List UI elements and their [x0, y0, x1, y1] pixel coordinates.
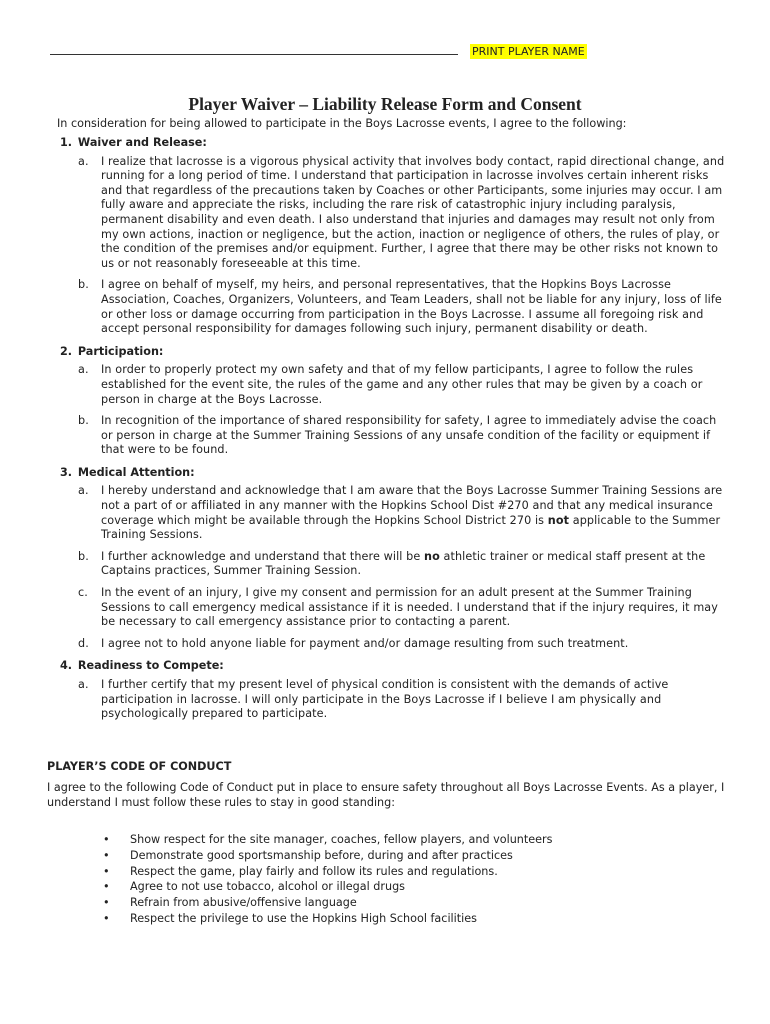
waiver-sections	[60, 136, 730, 730]
bullet-icon: •	[103, 864, 110, 878]
section-item: b. In recognition of the importance of shared responsibility for safety, I agree to immediately advise the coach or person in charge at the Summer Training Sessions of any unsafe condition of the facility or equipment if that were to be found.	[78, 414, 717, 457]
list-item: • Demonstrate good sportsmanship before, during and after practices	[103, 848, 513, 862]
print-player-name-label: PRINT PLAYER NAME	[472, 45, 585, 58]
section-item: a. I realize that lacrosse is a vigorous physical activity that involves body contact, rapid directional change, and running for a long period of time. I understand that participation in lacrosse involves certain inherent risks and that regardless of the precautions taken by Coaches or other Participants, some injuries may occur. I am fully aware and appreciate the risks, including the rare risk of catastrophic injury including paralysis, permanent disability and even death. I also understand that injuries and damages may result not only from my own actions, inaction or negligence, but the action, inaction or negligence of others, the rules of play, or the condition of the premises and/or equipment. Further, I agree that there may be other risks not known to us or not reasonably foreseeable at this time.	[78, 154, 725, 270]
code-of-conduct-text: I agree to the following Code of Conduct put in place to ensure safety throughout all Boys Lacrosse Events. As a player, I understand I must follow these rules to stay in good standing:	[47, 781, 725, 809]
section-item: a. In order to properly protect my own safety and that of my fellow participants, I agree to follow the rules established for the event site, the rules of the game and any other rules that may be given by a coach or person in charge at the Boys Lacrosse.	[78, 363, 703, 406]
form-title: Player Waiver – Liability Release Form and Consent	[188, 94, 582, 114]
bullet-icon: •	[103, 848, 110, 862]
code-of-conduct-rules	[100, 832, 552, 927]
section-item: b. I agree on behalf of myself, my heirs, and personal representatives, that the Hopkins Boys Lacrosse Association, Coaches, Organizers, Volunteers, and Team Leaders, shall not be liable for any injury, loss of life or other loss or damage occurring from participation in the Boys Lacrosse. I assume all foregoing risk and accept personal responsibility for damages following such injury, permanent disability or death.	[78, 278, 722, 336]
code-of-conduct-title: PLAYER’S CODE OF CONDUCT	[47, 760, 232, 773]
bullet-icon: •	[103, 833, 110, 846]
section-item: c. In the event of an injury, I give my consent and permission for an adult present at the Summer Training Sessions to call emergency medical assistance if it is needed. I understand that if the injury requires, it may be necessary to call emergency assistance prior to contacting a parent.	[78, 586, 718, 629]
section-heading: 4. Readiness to Compete:	[60, 659, 224, 673]
list-item: • Agree to not use tobacco, alcohol or illegal drugs	[103, 880, 406, 894]
list-item: • Respect the game, play fairly and follow its rules and regulations.	[103, 864, 498, 878]
section-heading: 3. Medical Attention:	[60, 465, 195, 479]
section-item: b. I further acknowledge and understand that there will be no athletic trainer or medical staff present at the Captains practices, Summer Training Session.	[78, 549, 706, 578]
list-item: • Show respect for the site manager, coaches, fellow players, and volunteers	[103, 833, 553, 846]
player-name-blank[interactable]	[50, 44, 458, 55]
bullet-icon: •	[103, 880, 110, 894]
section-item: a. I hereby understand and acknowledge that I am aware that the Boys Lacrosse Summer Training Sessions are not a part of or affiliated in any manner with the Hopkins School Dist #270 and that any medical insurance coverage which might be available through the Hopkins School District 270 is not applicable to the Summer Training Sessions.	[78, 484, 723, 542]
list-item: • Respect the privilege to use the Hopkins High School facilities	[103, 911, 477, 925]
bullet-icon: •	[103, 896, 110, 910]
player-name-line	[50, 44, 587, 58]
section-item: a. I further certify that my present level of physical condition is consistent with the demands of active participation in lacrosse. I will only participate in the Boys Lacrosse if I believe I am physically and psychologically prepared to participate.	[78, 678, 669, 721]
section-heading: 1. Waiver and Release:	[60, 136, 207, 149]
bullet-icon: •	[103, 911, 110, 925]
section-heading: 2. Participation:	[60, 344, 164, 358]
section-item: d. I agree not to hold anyone liable for payment and/or damage resulting from such treatment.	[78, 636, 629, 650]
intro-text: In consideration for being allowed to participate in the Boys Lacrosse events, I agree to the following:	[57, 117, 627, 130]
list-item: • Refrain from abusive/offensive language	[103, 896, 357, 910]
